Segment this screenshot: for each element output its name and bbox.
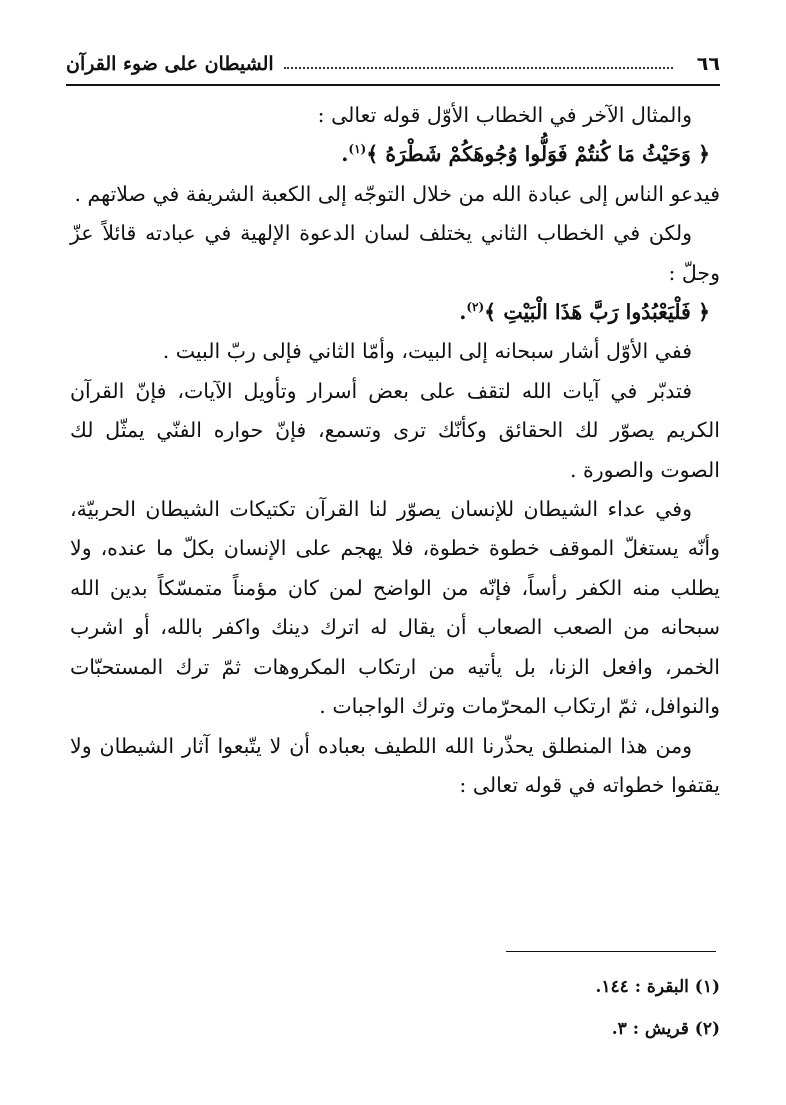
verse-2-text: ﴿ فَلْيَعْبُدُوا رَبَّ هَذَا الْبَيْتِ ﴾ (484, 300, 710, 325)
paragraph-1: والمثال الآخر في الخطاب الأوّل قوله تعالى : (317, 103, 692, 127)
footnote-ref-1: (١) (348, 142, 367, 157)
footnote-1: (١) البقرة : ١٤٤. (595, 977, 720, 997)
quran-verse-1: ﴿ وَحَيْثُ مَا كُنتُمْ فَوَلُّوا وُجُوهَكُمْ شَطْرَهُ ﴾$^{(١)}$. (341, 142, 710, 167)
page-number: ٦٦ (696, 53, 720, 75)
header-dotted-leader (284, 67, 673, 69)
footnote-separator (506, 951, 716, 952)
footnote-2: (٢) قريش : ٣. (611, 1019, 720, 1039)
paragraph-2: فيدعو الناس إلى عبادة الله من خلال التوجّه إلى الكعبة الشريفة في صلاتهم . (74, 181, 720, 206)
paragraph-3: ولكن في الخطاب الثاني يختلف لسان الدعوة الإلهية في عبادته قائلاً عزّ وجلّ : (70, 221, 720, 285)
quran-verse-2: ﴿ فَلْيَعْبُدُوا رَبَّ هَذَا الْبَيْتِ ﴾$^{(٢)}$. (459, 300, 710, 325)
footnotes (70, 966, 720, 1050)
footnote-ref-2: (٢) (466, 300, 485, 315)
paragraph-5: فتدبّر في آيات الله لتقف على بعض أسرار وتأويل الآيات، فإنّ القرآن الكريم يصوّر لك الحقائق وكأنّك ترى وتسمع، فإنّ حواره الفنّي يمثّل لك الصوت والصورة . (70, 378, 720, 482)
verse-1-text: ﴿ وَحَيْثُ مَا كُنتُمْ فَوَلُّوا وُجُوهَكُمْ شَطْرَهُ ﴾ (366, 142, 710, 167)
paragraph-4: ففي الأوّل أشار سبحانه إلى البيت، وأمّا الثاني فإلى ربّ البيت . (162, 339, 692, 364)
page-header (66, 44, 720, 86)
paragraph-7: ومن هذا المنطلق يحذّرنا الله اللطيف بعباده أن لا يتّبعوا آثار الشيطان ولا يقتفوا خطواته في قوله تعالى : (70, 733, 720, 797)
paragraph-6: وفي عداء الشيطان للإنسان يصوّر لنا القرآن تكتيكات الشيطان الحربيّة، وأنّه يستغلّ الموقف خطوة خطوة، فلا يهجم على الإنسان بكلّ ما عنده، ولا يطلب منه الكفر رأساً، فإنّه من الواضح لمن كان مؤمناً متمسّكاً بدين الله سبحانه من الصعب الصعاب أن يقال له اترك دينك واكفر بالله، أو اشرب الخمر، وافعل الزنا، بل يأتيه من ارتكاب المكروهات ثمّ ترك المستحبّات والنوافل، ثمّ ارتكاب المحرّمات وترك الواجبات . (70, 497, 720, 719)
main-text (70, 96, 720, 805)
running-title: الشيطان على ضوء القرآن (66, 53, 274, 75)
